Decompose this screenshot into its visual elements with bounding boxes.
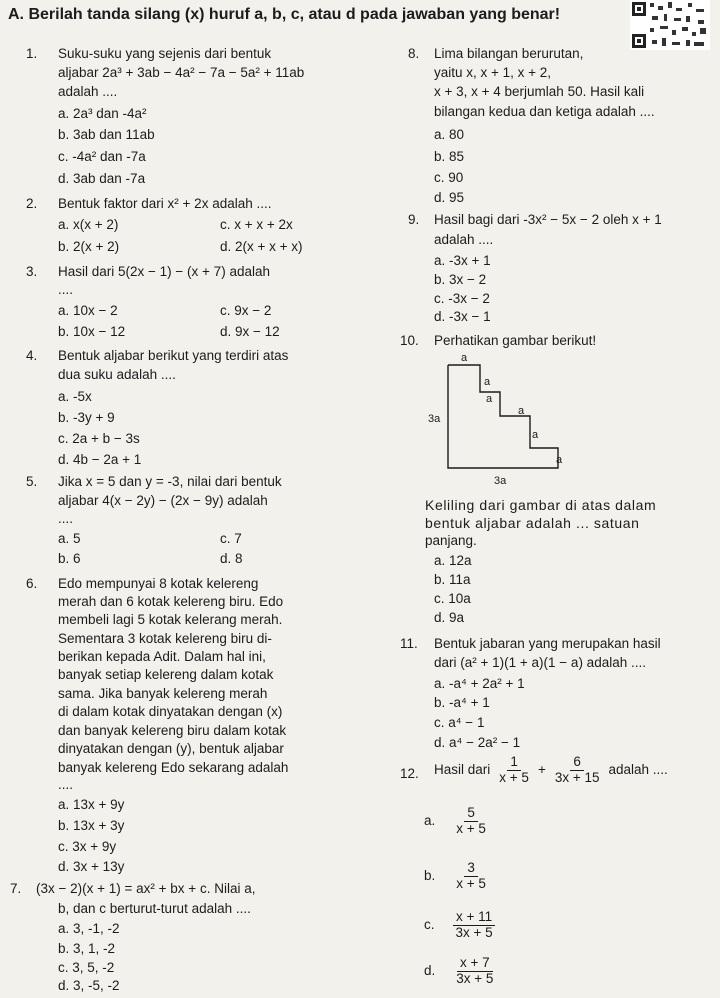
q6-line: Sementara 3 kotak kelereng biru di- [58,631,272,646]
q9-number: 9. [408,212,420,227]
q8-number: 8. [408,46,420,61]
q9-option-b[interactable]: b. 3x − 2 [434,272,487,287]
q7-option-a[interactable]: a. 3, -1, -2 [58,921,120,936]
q4-question-line1: Bentuk aljabar berikut yang terdiri atas [58,348,289,363]
q10-question-line3: bentuk aljabar adalah ... satuan [425,515,640,531]
q12-option-b-label: b. [424,868,436,884]
q5-question-line2: aljabar 4(x − 2y) − (2x − 9y) adalah [58,493,268,508]
q3-question-line1: Hasil dari 5(2x − 1) − (x + 7) adalah [58,264,270,279]
q1-question-line1: Suku-suku yang sejenis dari bentuk [58,46,272,61]
q8-option-d[interactable]: d. 95 [434,190,465,205]
q8-question-line1: Lima bilangan berurutan, [434,46,584,61]
q9-option-d[interactable]: d. -3x − 1 [434,309,491,324]
q10-option-a[interactable]: a. 12a [434,553,472,568]
q2-option-d[interactable]: d. 2(x + x + x) [220,239,303,254]
fig-label-top: a [461,352,468,364]
q12-option-c[interactable] [424,904,498,946]
q12-number: 12. [400,766,419,781]
q7-question-line1: (3x − 2)(x + 1) = ax² + bx + c. Nilai a, [36,881,256,896]
q6-line: berikan kepada Adit. Dalam hal ini, [58,649,266,664]
q5-option-d[interactable]: d. 8 [220,551,243,566]
q8-option-c[interactable]: c. 90 [434,170,464,185]
q12-option-d-label: d. [424,963,436,979]
q6-line: dan banyak kelereng biru dalam kotak [58,723,287,738]
q4-option-c[interactable]: c. 2a + b − 3s [58,431,140,446]
q12-option-a-denominator: x + 5 [456,820,486,836]
fig-label-step2-top: a [532,429,539,441]
fig-label-step1-top: a [486,393,493,405]
q8-question-line3: x + 3, x + 4 berjumlah 50. Hasil kali [434,84,645,99]
q8-option-b[interactable]: b. 85 [434,149,465,164]
q7-number: 7. [10,881,22,896]
q6-option-c[interactable]: c. 3x + 9y [58,839,117,854]
instruction-title: A. Berilah tanda silang (x) huruf a, b, c, atau d pada jawaban yang benar! [8,6,561,23]
q11-option-d[interactable]: d. a⁴ − 2a² − 1 [434,735,521,750]
q12-prefix: Hasil dari [434,762,491,778]
q3-question-line2: .... [58,282,74,297]
q6-line: membeli lagi 5 kotak kelerang merah. [58,612,283,627]
q12-suffix: adalah .... [608,762,668,778]
q1-option-a[interactable]: a. 2a³ dan -4a² [58,106,147,121]
q7-option-b[interactable]: b. 3, 1, -2 [58,941,116,956]
q8-question-line4: bilangan kedua dan ketiga adalah .... [434,104,655,119]
q4-number: 4. [26,348,38,363]
q11-option-b[interactable]: b. -a⁴ + 1 [434,695,490,710]
q11-option-c[interactable]: c. a⁴ − 1 [434,715,485,730]
q12-fraction-2 [552,755,603,786]
q3-option-c[interactable]: c. 9x − 2 [220,303,272,318]
q2-option-a[interactable]: a. x(x + 2) [58,217,119,232]
fig-label-step1-side: a [484,376,491,388]
q1-option-d[interactable]: d. 3ab dan -7a [58,171,146,186]
q11-question-line1: Bentuk jabaran yang merupakan hasil [434,636,661,651]
q3-option-d[interactable]: d. 9x − 12 [220,324,280,339]
q4-option-b[interactable]: b. -3y + 9 [58,410,115,425]
q4-option-d[interactable]: d. 4b − 2a + 1 [58,452,142,467]
q7-option-d[interactable]: d. 3, -5, -2 [58,978,120,993]
q8-option-a[interactable]: a. 80 [434,127,465,142]
q9-option-c[interactable]: c. -3x − 2 [434,291,490,306]
q12-option-b[interactable] [424,855,491,897]
q1-option-c[interactable]: c. -4a² dan -7a [58,149,146,164]
q3-number: 3. [26,264,38,279]
q4-option-a[interactable]: a. -5x [58,389,92,404]
q8-question-line2: yaitu x, x + 1, x + 2, [434,65,552,80]
q6-line: dinyatakan dengan (y), bentuk aljabar [58,741,284,756]
q3-option-b[interactable]: b. 10x − 12 [58,324,126,339]
q5-question-line3: .... [58,511,74,526]
q6-number: 6. [26,576,38,591]
q1-option-b[interactable]: b. 3ab dan 11ab [58,127,155,142]
q6-line: banyak setiap kelereng dalam kotak [58,667,274,682]
q12-option-a-numerator: 5 [464,806,478,822]
q3-option-a[interactable]: a. 10x − 2 [58,303,118,318]
q1-number: 1. [26,46,38,61]
q12-option-d-fraction [453,956,496,987]
q12-fraction-1 [496,755,532,786]
q12-option-b-numerator: 3 [464,861,478,877]
q6-line: merah dan 6 kotak kelereng biru. Edo [58,594,284,609]
q11-option-a[interactable]: a. -a⁴ + 2a² + 1 [434,676,525,691]
q4-question-line2: dua suku adalah .... [58,367,176,382]
q6-line: sama. Jika banyak kelereng merah [58,686,268,701]
q12-plus: + [537,762,546,778]
q5-number: 5. [26,474,38,489]
q12-question [434,748,668,792]
q5-option-c[interactable]: c. 7 [220,531,242,546]
q10-option-c[interactable]: c. 10a [434,591,471,606]
q12-option-d-denominator: 3x + 5 [456,970,494,986]
q10-question-line2: Keliling dari gambar di atas dalam [425,497,657,513]
q12-fraction-2-denominator: 3x + 15 [554,769,600,785]
q6-line: di dalam kotak dinyatakan dengan (x) [58,704,283,719]
q12-option-a[interactable] [424,800,491,842]
q2-number: 2. [26,196,38,211]
q12-fraction-1-numerator: 1 [507,755,521,771]
q12-option-b-denominator: x + 5 [456,875,486,891]
q2-option-c[interactable]: c. x + x + 2x [220,217,293,232]
q9-question-line1: Hasil bagi dari -3x² − 5x − 2 oleh x + 1 [434,212,662,227]
q5-option-a[interactable]: a. 5 [58,531,81,546]
q6-line: Edo mempunyai 8 kotak kelereng [58,576,259,591]
q10-question-line1: Perhatikan gambar berikut! [434,333,597,348]
q9-question-line2: adalah .... [434,232,494,247]
fig-label-bottom: 3a [494,475,507,487]
q12-fraction-2-numerator: 6 [570,755,584,771]
fig-label-step2-side: a [518,405,525,417]
staircase-outline [448,365,558,468]
q12-option-d-numerator: x + 7 [457,956,493,972]
q12-option-a-fraction [453,806,489,837]
q12-option-c-numerator: x + 11 [453,910,495,926]
q5-option-b[interactable]: b. 6 [58,551,81,566]
q7-question-line2: b, dan c berturut-turut adalah .... [58,901,251,916]
q6-line: .... [58,777,74,792]
fig-label-step3-side: a [556,454,563,466]
q9-option-a[interactable]: a. -3x + 1 [434,253,491,268]
q7-option-c[interactable]: c. 3, 5, -2 [58,960,115,975]
q12-fraction-1-denominator: x + 5 [499,769,529,785]
fig-label-left: 3a [428,413,441,425]
q1-question-line2: aljabar 2a³ + 3ab − 4a² − 7a − 5a² + 11ab [58,65,305,80]
q12-option-c-denominator: 3x + 5 [455,924,493,940]
q6-line: banyak kelereng Edo sekarang adalah [58,760,289,775]
q5-question-line1: Jika x = 5 dan y = -3, nilai dari bentuk [58,474,282,489]
qr-code [630,0,710,50]
q10-option-b[interactable]: b. 11a [434,572,471,587]
q6-option-a[interactable]: a. 13x + 9y [58,797,125,812]
q2-option-b[interactable]: b. 2(x + 2) [58,239,120,254]
q11-question-line2: dari (a² + 1)(1 + a)(1 − a) adalah .... [434,655,646,670]
q11-number: 11. [400,636,418,651]
q6-option-d[interactable]: d. 3x + 13y [58,859,125,874]
staircase-figure [420,350,580,490]
q10-question-line4: panjang. [425,533,477,548]
q2-question-line1: Bentuk faktor dari x² + 2x adalah .... [58,196,272,211]
q12-option-c-fraction [453,910,496,941]
q10-number: 10. [400,333,419,348]
q12-option-b-fraction [453,861,489,892]
q12-option-c-label: c. [424,917,435,933]
q6-option-b[interactable]: b. 13x + 3y [58,818,125,833]
q12-option-a-label: a. [424,813,436,829]
q12-option-d[interactable] [424,950,498,992]
q10-option-d[interactable]: d. 9a [434,610,465,625]
q1-question-line3: adalah .... [58,84,118,99]
